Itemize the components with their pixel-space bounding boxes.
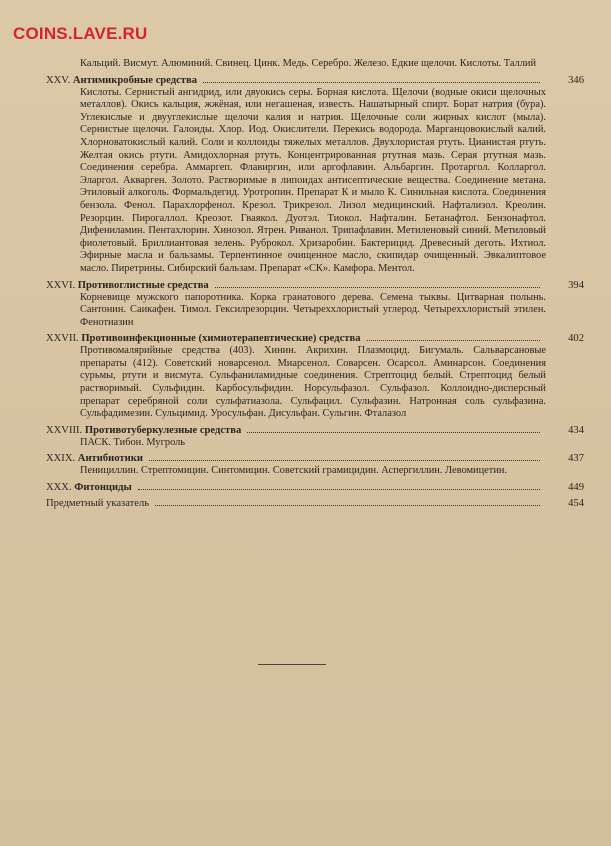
- section-heading: [46, 74, 584, 87]
- section-numeral: XXVII.: [46, 333, 79, 345]
- section-heading: [46, 452, 584, 465]
- section-title: Антимикробные средства: [72, 74, 198, 86]
- section-body: Противомалярийные средства (403). Хинин. Акрихин. Плазмоцид. Бигумаль. Сальварсановые препараты (412). Советский новарсенол. Миарсенол. Соварсен. Осарсол. Аминарсон. Соединения сурьмы, ртути и висмута. Сульфаниламидные соединения. Стрептоцид белый. Стрептоцид белый растворимый. Сульфидин. Карбосульфидин. Норсульфазол. Сульфазол. Коллоидно-дисперсный препарат серебряной соли сульфатиазола. Сульфацил. Сульфазин. Натронная соль сульфазина. Сульфадимезин. Сульцимид. Уросульфан. Дисульфан. Сульгин. Фталазол: [80, 345, 546, 420]
- section-body: ПАСК. Тибон. Мугроль: [80, 436, 186, 448]
- toc-section: [46, 424, 584, 450]
- page-number: 434: [568, 424, 584, 436]
- page-number: 402: [568, 333, 584, 345]
- section-body: Корневище мужского папоротника. Корка гранатового дерева. Семена тыквы. Цитварная полынь. Сантонин. Саикафен. Тимол. Гексилрезорцин. Четыреххлористый углерод. Четыреххлористый этилен. Фенотиазин: [80, 291, 546, 328]
- section-body: Кислоты. Сернистый ангидрид, или двуокись серы. Борная кислота. Щелочи (водные окиси щелочных металлов). Окись кальция, жжёная, или негашеная, известь. Нашатырный спирт. Борат натрия (бура). Углекислые и двууглекислые щелочи калия и натрия. Щелочные соли жирных кислот (мыла). Сернистые щелочи. Галоиды. Хлор. Иод. Окислители. Перекись водорода. Марганцовокислый калий. Хлорноватокислый калий. Соли и коллоиды тяжелых металлов. Двухлористая ртуть. Цианистая ртуть. Желтая окись ртути. Амидохлорная ртуть. Концентрированная ртутная мазь. Серая ртутная мазь. Соединения серебра. Аммаргеп. Флавиргин, или аргофлавин. Альбаргин. Протаргол. Колларгол. Эларгол. Акварген. Золото. Растворимые в липоидах антисептические вещества. Соединение метана. Этиловый алкоголь. Формальдегид. Уротропин. Препарат К и мыло К. Синильная кислота. Соединения бензола. Фенол. Парахлорфенол. Крезол. Трикрезол. Лизол медицинский. Нафтализол. Креолин. Резорцин. Пирогаллол. Креозот. Гваякол. Дуотэл. Тиокол. Нафталин. Бетанафтол. Бензонафтол. Дифениламин. Пентахлорин. Хинозол. Ятрен. Риванол. Трипафлавин. Метиленовый синий. Метиловый фиолетовый. Бриллиантовая зелень. Руброкол. Хризаробин. Бактерицид. Древесный деготь. Ихтиол. Эфирные масла и бальзамы. Терпентинное очищенное масло, скипидар очищенный. Эвкалиптовое масло. Пиретрины. Сибирский бальзам. Препарат «СК». Камфора. Ментол.: [80, 86, 546, 274]
- page-number: 394: [568, 279, 584, 291]
- section-heading: [46, 332, 584, 345]
- section-title: Фитонциды: [74, 482, 132, 494]
- section-heading: [46, 279, 584, 292]
- toc-section: [46, 481, 584, 494]
- toc-section: [46, 279, 584, 330]
- toc-section: [46, 74, 584, 276]
- section-heading: [46, 424, 584, 437]
- toc-section: [46, 332, 584, 421]
- page-number: 449: [568, 482, 584, 494]
- leader-dots: [367, 339, 541, 341]
- leader-dots: [155, 504, 540, 506]
- leader-dots: [149, 459, 540, 461]
- index-heading: [46, 497, 584, 510]
- section-numeral: XXVI.: [46, 279, 76, 291]
- leader-dots: [138, 488, 540, 490]
- intro-text: Кальций. Висмут. Алюминий. Свинец. Цинк. Медь. Серебро. Железо. Едкие щелочи. Кислоты. Таллий: [80, 58, 537, 69]
- section-numeral: XXVIII.: [46, 424, 83, 436]
- leader-dots: [247, 431, 540, 433]
- divider-rule: [258, 664, 326, 665]
- toc-section: [46, 452, 584, 478]
- leader-dots: [215, 286, 540, 288]
- section-body: Пенициллин. Стрептомицин. Синтомицин. Советский грамицидин. Аспергиллин. Левомицетин.: [80, 465, 508, 477]
- section-title: Антибиотики: [77, 453, 143, 465]
- page-number: 437: [568, 453, 584, 465]
- section-heading: [46, 481, 584, 494]
- section-numeral: XXX.: [46, 482, 72, 494]
- page-number: 454: [568, 498, 584, 510]
- section-title: Противоинфекционные (химиотерапевтические) средства: [81, 333, 361, 345]
- page-number: 346: [568, 74, 584, 86]
- section-numeral: XXIX.: [46, 453, 76, 465]
- section-title: Противоглистные средства: [77, 279, 209, 291]
- toc-index: [46, 497, 584, 510]
- watermark: COINS.LAVE.RU: [13, 24, 148, 43]
- section-numeral: XXV.: [46, 74, 71, 86]
- table-of-contents: [46, 58, 584, 510]
- leader-dots: [203, 81, 540, 83]
- section-title: Противотуберкулезные средства: [84, 424, 242, 436]
- index-title: Предметный указатель: [46, 498, 150, 510]
